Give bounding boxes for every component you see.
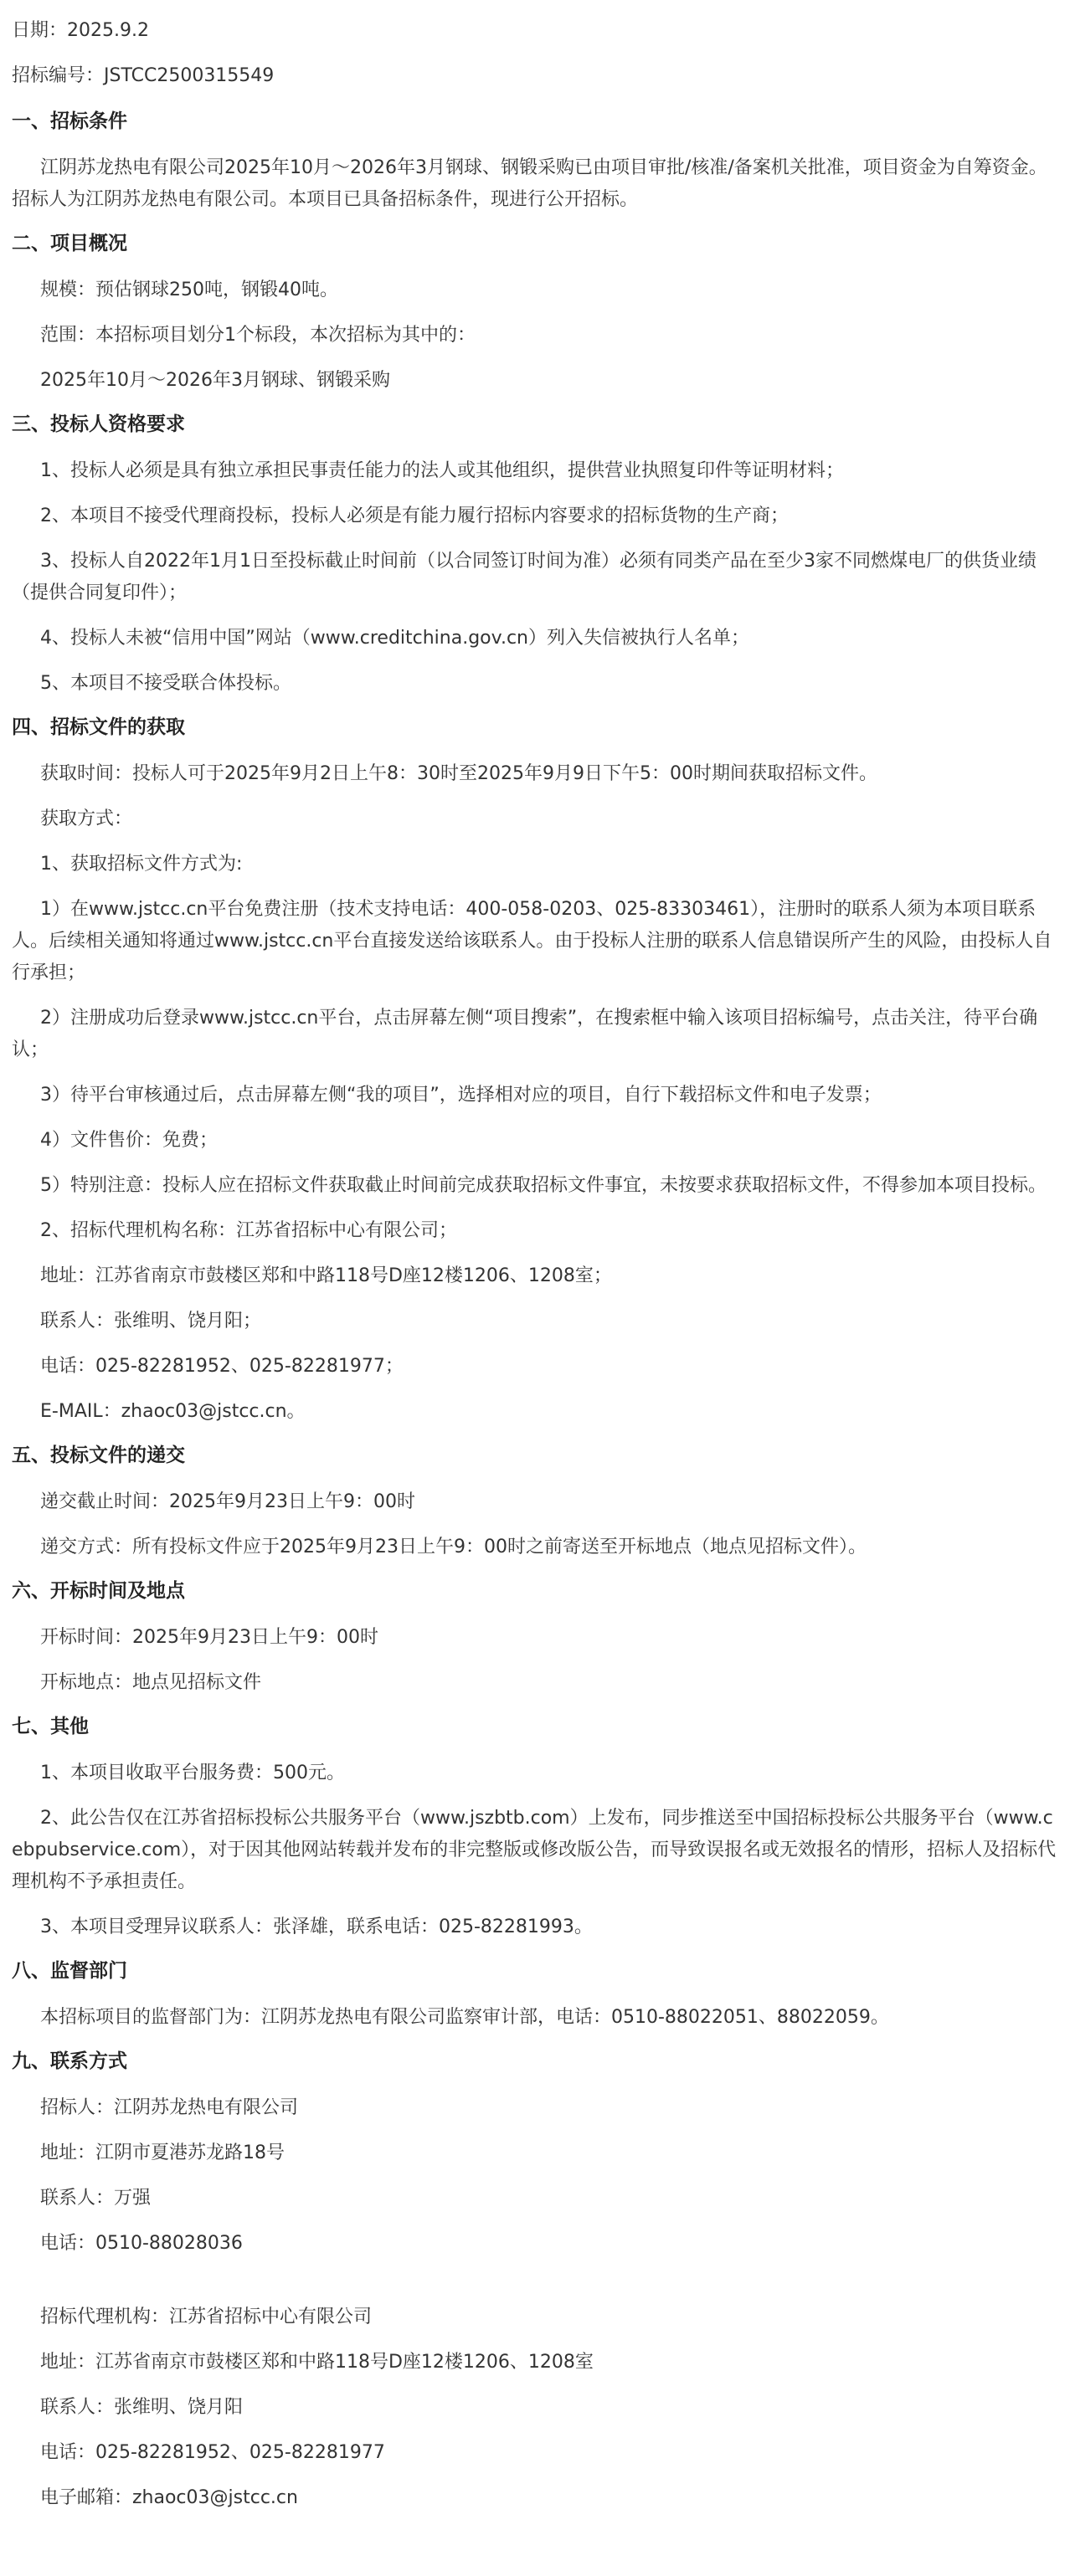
section-paragraph: 1、投标人必须是具有独立承担民事责任能力的法人或其他组织，提供营业执照复印件等证明材料； <box>40 460 845 481</box>
section-heading: 五、投标文件的递交 <box>12 1445 185 1466</box>
section-paragraph: 1、获取招标文件方式为: <box>40 854 243 875</box>
section-paragraph: 2025年10月～2026年3月钢球、钢锻采购 <box>40 370 390 391</box>
section-paragraph: 2、本项目不接受代理商投标，投标人必须是有能力履行招标内容要求的招标货物的生产商； <box>40 505 790 526</box>
section-paragraph: 2）注册成功后登录www.jstcc.cn平台，点击屏幕左侧“项目搜索”，在搜索框中输入该项目招标编号，点击关注，待平台确认； <box>12 1008 1038 1060</box>
section-paragraph: 本招标项目的监督部门为：江阴苏龙热电有限公司监察审计部，电话：0510-88022051、88022059。 <box>40 2007 889 2028</box>
section-paragraph: 开标时间：2025年9月23日上午9：00时 <box>40 1627 378 1648</box>
section-paragraph: E-MAIL：zhaoc03@jstcc.cn。 <box>40 1401 306 1422</box>
section-paragraph: 开标地点：地点见招标文件 <box>40 1672 262 1693</box>
section-paragraph: 5）特别注意：投标人应在招标文件获取截止时间前完成获取招标文件事宜，未按要求获取招标文件，不得参加本项目投标。 <box>40 1175 1047 1196</box>
announcement-sections <box>12 107 1058 2260</box>
section-paragraph: 3）待平台审核通过后，点击屏幕左侧“我的项目”，选择相对应的项目，自行下载招标文件和电子发票； <box>40 1085 882 1106</box>
agency-contact-line: 电话：025-82281952、025-82281977 <box>40 2442 385 2463</box>
section-paragraph: 4）文件售价：免费； <box>40 1130 218 1151</box>
bid-number: 招标编号：JSTCC2500315549 <box>12 65 275 86</box>
section-paragraph: 江阴苏龙热电有限公司2025年10月～2026年3月钢球、钢锻采购已由项目审批/核准/备案机关批准，项目资金为自筹资金。招标人为江阴苏龙热电有限公司。本项目已具备招标条件，现进行公开招标。 <box>12 157 1047 210</box>
section-paragraph: 地址：江阴市夏港苏龙路18号 <box>40 2142 285 2163</box>
section-paragraph: 3、投标人自2022年1月1日至投标截止时间前（以合同签订时间为准）必须有同类产品在至少3家不同燃煤电厂的供货业绩（提供合同复印件）； <box>12 551 1037 603</box>
section-paragraph: 电话：025-82281952、025-82281977； <box>40 1356 404 1377</box>
section-heading: 二、项目概况 <box>12 233 127 254</box>
section-heading: 八、监督部门 <box>12 1960 127 1982</box>
section-paragraph: 联系人：万强 <box>40 2188 152 2209</box>
section-paragraph: 3、本项目受理异议联系人：张泽雄，联系电话：025-82281993。 <box>40 1917 593 1937</box>
section-heading: 三、投标人资格要求 <box>12 413 185 435</box>
section-heading: 七、其他 <box>12 1716 89 1737</box>
section-paragraph: 1、本项目收取平台服务费：500元。 <box>40 1763 345 1783</box>
section-paragraph: 递交截止时间：2025年9月23日上午9：00时 <box>40 1491 415 1512</box>
agency-contact-block <box>12 2301 1058 2514</box>
section-heading: 六、开标时间及地点 <box>12 1580 185 1602</box>
agency-contact-line: 联系人：张维明、饶月阳 <box>40 2397 244 2418</box>
section-paragraph: 2、此公告仅在江苏省招标投标公共服务平台（www.jszbtb.com）上发布，同步推送至中国招标投标公共服务平台（www.cebpubservice.com），对于因其他网站转载并发布的非完整版或修改版公告，而导致误报名或无效报名的情形，招标人及招标代理机构不予承担责任。 <box>12 1808 1057 1892</box>
section-paragraph: 4、投标人未被“信用中国”网站（www.creditchina.gov.cn）列入失信被执行人名单； <box>40 628 749 649</box>
section-heading: 九、联系方式 <box>12 2050 127 2072</box>
section-heading: 一、招标条件 <box>12 110 127 132</box>
section-heading: 四、招标文件的获取 <box>12 716 185 738</box>
section-paragraph: 获取方式： <box>40 808 133 829</box>
section-paragraph: 2、招标代理机构名称：江苏省招标中心有限公司； <box>40 1220 457 1241</box>
section-paragraph: 招标人：江阴苏龙热电有限公司 <box>40 2097 299 2118</box>
contact-gap <box>12 2273 1058 2301</box>
section-paragraph: 规模：预估钢球250吨，钢锻40吨。 <box>40 280 338 300</box>
section-paragraph: 递交方式：所有投标文件应于2025年9月23日上午9：00时之前寄送至开标地点（地点见招标文件）。 <box>40 1537 867 1557</box>
section-paragraph: 联系人：张维明、饶月阳； <box>40 1311 262 1332</box>
section-paragraph: 电话：0510-88028036 <box>40 2233 243 2254</box>
section-paragraph: 获取时间：投标人可于2025年9月2日上午8：30时至2025年9月9日下午5：00时期间获取招标文件。 <box>40 763 877 784</box>
agency-contact-line: 地址：江苏省南京市鼓楼区郑和中路118号D座12楼1206、1208室 <box>40 2352 594 2373</box>
section-paragraph: 1）在www.jstcc.cn平台免费注册（技术支持电话：400-058-0203、025-83303461），注册时的联系人须为本项目联系人。后续相关通知将通过www.jstcc.cn平台直接发送给该联系人。由于投标人注册的联系人信息错误所产生的风险，由投标人自行承担； <box>12 899 1052 983</box>
agency-contact-line: 招标代理机构：江苏省招标中心有限公司 <box>40 2307 373 2327</box>
agency-contact-line: 电子邮箱：zhaoc03@jstcc.cn <box>40 2487 298 2508</box>
section-paragraph: 地址：江苏省南京市鼓楼区郑和中路118号D座12楼1206、1208室； <box>40 1265 612 1286</box>
announcement-date: 日期：2025.9.2 <box>12 20 149 41</box>
section-paragraph: 5、本项目不接受联合体投标。 <box>40 673 291 694</box>
section-paragraph: 范围：本招标项目划分1个标段，本次招标为其中的： <box>40 325 476 346</box>
